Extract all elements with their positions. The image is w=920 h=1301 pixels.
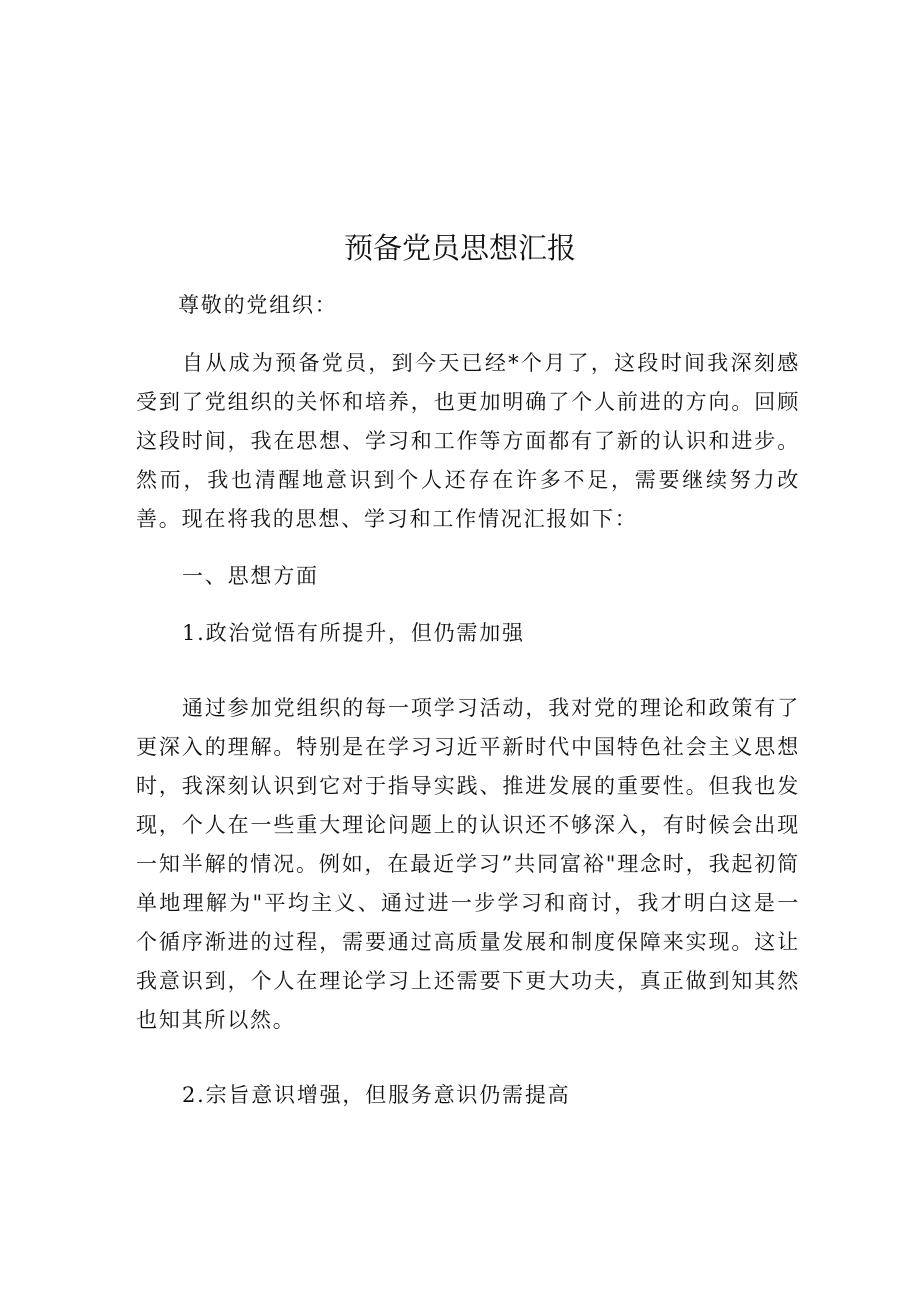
paragraph-intro: 自从成为预备党员，到今天已经*个月了，这段时间我深刻感受到了党组织的关怀和培养，也更加明确了个人前进的方向。回顾这段时间，我在思想、学习和工作等方面都有了新的认识和进步。然而，我也清醒地意识到个人还存在许多不足，需要继续努力改善。现在将我的思想、学习和工作情况汇报如下： — [136, 351, 800, 531]
document-body — [136, 286, 800, 1115]
subheading-political-awareness: 1.政治觉悟有所提升，但仍需加强 — [182, 621, 525, 645]
paragraph-political-awareness: 通过参加党组织的每一项学习活动，我对党的理论和政策有了更深入的理解。特别是在学习习近平新时代中国特色社会主义思想时，我深刻认识到它对于指导实践、推进发展的重要性。但我也发现，个人在一些重大理论问题上的认识还不够深入，有时候会出现一知半解的情况。例如，在最近学习”共同富裕"理念时，我起初简单地理解为"平均主义、通过进一步学习和商讨，我才明白这是一个循序渐进的过程，需要通过高质量发展和制度保障来实现。这让我意识到，个人在理论学习上还需要下更大功夫，真正做到知其然也知其所以然。 — [136, 696, 800, 1032]
salutation: 尊敬的党组织： — [178, 293, 338, 317]
document-title: 预备党员思想汇报 — [343, 231, 576, 265]
section-heading-thought: 一、思想方面 — [182, 564, 319, 588]
subheading-purpose-awareness: 2.宗旨意识增强，但服务意识仍需提高 — [182, 1083, 571, 1107]
